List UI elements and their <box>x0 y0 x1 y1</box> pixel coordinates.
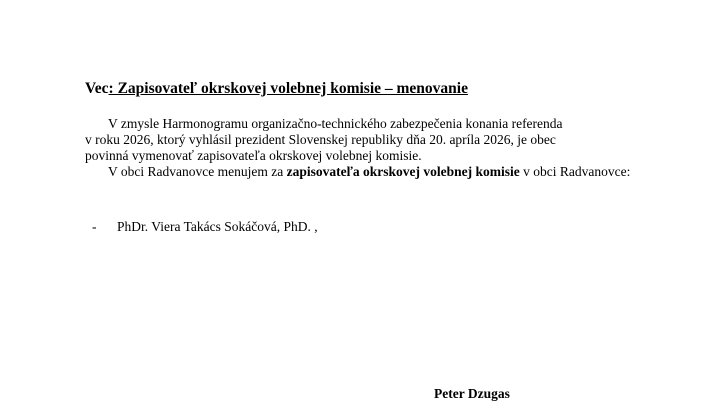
subject-heading <box>85 80 468 98</box>
paragraph-1 <box>85 116 636 164</box>
paragraph-1-line-1: V zmysle Harmonogramu organizačno-technického zabezpečenia konania referenda <box>108 116 563 131</box>
subject-prefix: Vec <box>85 80 109 97</box>
subject-title: : Zapisovateľ okrskovej volebnej komisie – menovanie <box>108 80 468 97</box>
paragraph-1-line-3: povinná vymenovať zapisovateľa okrskovej volebnej komisie. <box>85 148 422 163</box>
paragraph-2 <box>85 164 636 180</box>
paragraph-2-before: V obci Radvanovce menujem za <box>108 164 287 179</box>
list-item-bullet: - <box>92 219 97 234</box>
list-item: PhDr. Viera Takács Sokáčová, PhD. , <box>117 219 318 234</box>
signature-name: Peter Dzugas <box>434 386 510 401</box>
paragraph-2-bold: zapisovateľa okrskovej volebnej komisie <box>286 164 520 179</box>
paragraph-2-after: v obci Radvanovce: <box>519 164 631 179</box>
paragraph-1-line-2: v roku 2026, ktorý vyhlásil prezident Slovenskej republiky dňa 20. apríla 2026, je obec <box>85 132 556 147</box>
